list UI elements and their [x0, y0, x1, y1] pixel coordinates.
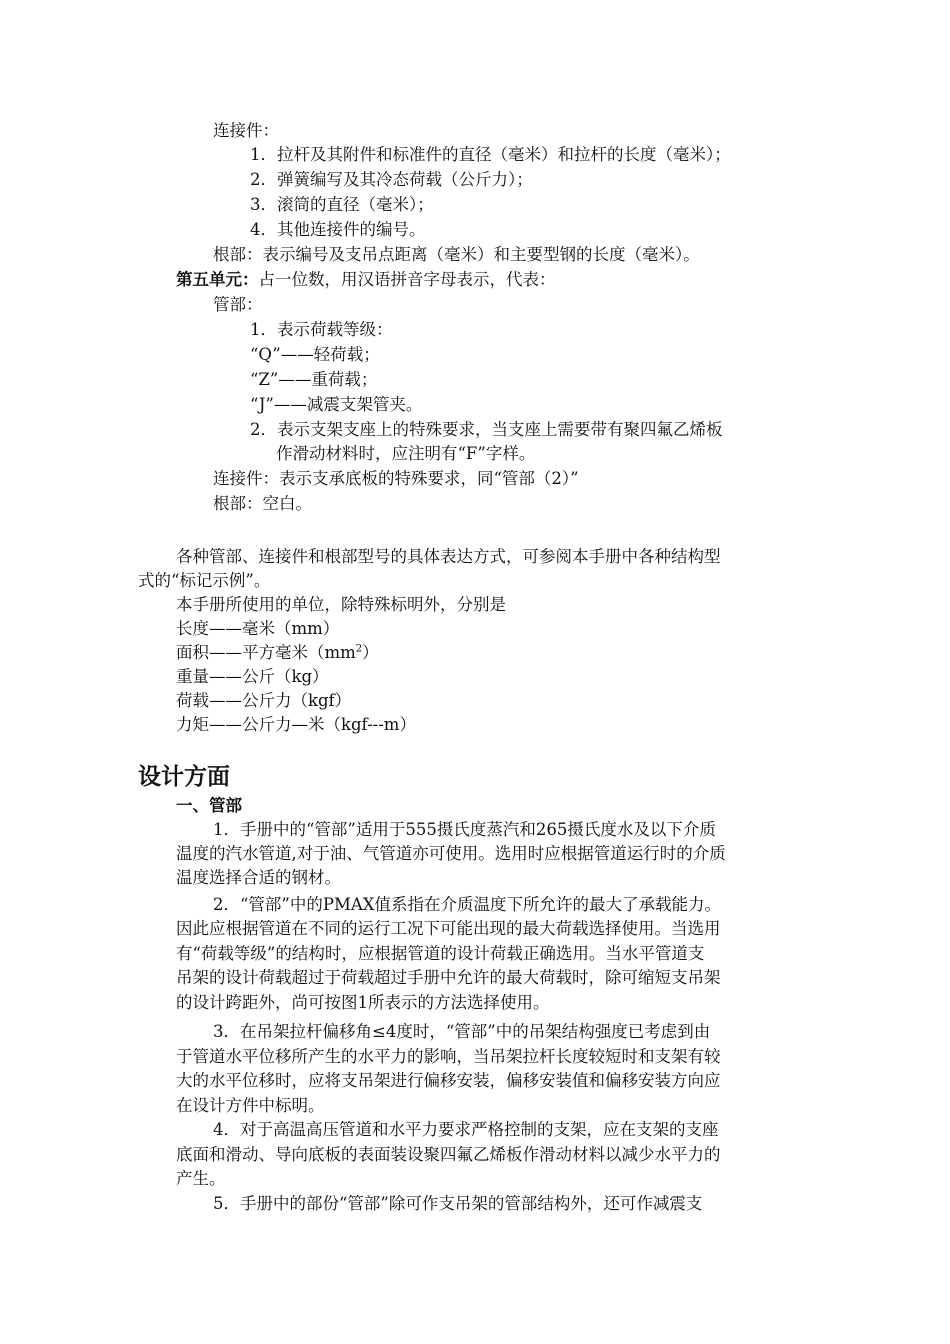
design-p2-line-4: 吊架的设计荷载超过于荷载超过手册中允许的最大荷载时，除可缩短支吊架 [176, 968, 721, 987]
unit5-root-line: 根部：空白。 [213, 494, 312, 513]
unit-area-superscript: 2 [355, 643, 363, 655]
unit5-line [176, 268, 556, 292]
unit5-item-2-line-1: 2．表示支架支座上的特殊要求，当支座上需要带有聚四氟乙烯板 [250, 420, 723, 439]
connector-item-2: 2．弹簧编写及其冷态荷载（公斤力）； [250, 170, 533, 189]
design-subheading: 一、管部 [176, 796, 242, 815]
unit5-desc: 占一位数，用汉语拼音字母表示，代表： [258, 270, 556, 289]
design-p1-line-1: 1．手册中的“管部”适用于555摄氏度蒸汽和265摄氏度水及以下介质 [213, 820, 716, 839]
design-p2-line-1: 2．“管部”中的PMAX值系指在介质温度下所允许的最大了承载能力。 [213, 895, 722, 914]
design-p3-line-1: 3．在吊架拉杆偏移角≤4度时，“管部”中的吊架结构强度已考虑到由 [213, 1022, 711, 1041]
design-p3-line-2: 于管道水平位移所产生的水平力的影响，当吊架拉杆长度较短时和支架有较 [176, 1047, 721, 1066]
design-p2-line-2: 因此应根据管道在不同的运行工况下可能出现的最大荷载选择使用。当选用 [176, 919, 721, 938]
unit5-pipe-label: 管部： [213, 295, 263, 314]
load-level-q: “Q”——轻荷载； [250, 345, 380, 364]
root-description: 根部：表示编号及支吊点距离（毫米）和主要型钢的长度（毫米）。 [213, 245, 700, 264]
unit-length: 长度——毫米（mm） [176, 619, 340, 638]
design-p1-line-3: 温度选择合适的钢材。 [176, 868, 341, 887]
design-p1-line-2: 温度的汽水管道,对于油、气管道亦可使用。选用时应根据管道运行时的介质 [176, 844, 726, 863]
connector-item-3: 3．滚筒的直径（毫米）； [250, 195, 434, 214]
design-p4-line-2: 底面和滑动、导向底板的表面装设聚四氟乙烯板作滑动材料以减少水平力的 [176, 1145, 721, 1164]
design-p5-line-1: 5．手册中的部份“管部”除可作支吊架的管部结构外，还可作减震支 [213, 1194, 703, 1213]
unit5-connector-line: 连接件：表示支承底板的特殊要求，同“管部（2）” [213, 469, 579, 488]
unit-load: 荷载——公斤力（kgf） [176, 691, 352, 710]
units-intro: 本手册所使用的单位，除特殊标明外，分别是 [176, 595, 506, 614]
connector-item-1: 1．拉杆及其附件和标准件的直径（毫米）和拉杆的长度（毫米）； [250, 145, 731, 164]
load-level-j: “J”——减震支架管夹。 [250, 395, 423, 414]
unit-area-close: ） [362, 643, 379, 662]
unit5-title: 第五单元： [176, 270, 259, 289]
load-level-z: “Z”——重荷载； [250, 370, 378, 389]
unit5-item-1: 1．表示荷载等级： [250, 320, 393, 339]
connector-item-4: 4．其他连接件的编号。 [250, 220, 426, 239]
reference-line-1: 各种管部、连接件和根部型号的具体表达方式，可参阅本手册中各种结构型 [176, 547, 721, 566]
unit-moment: 力矩——公斤力—米（kgf---m） [176, 715, 416, 734]
design-p2-line-3: 有“荷载等级”的结构时，应根据管道的设计荷载正确选用。当水平管道支 [176, 944, 705, 963]
design-p4-line-1: 4．对于高温高压管道和水平力要求严格控制的支架，应在支架的支座 [213, 1120, 719, 1139]
connector-label: 连接件： [213, 121, 279, 140]
design-p2-line-5: 的设计跨距外，尚可按图1所表示的方法选择使用。 [176, 993, 550, 1012]
design-p3-line-3: 大的水平位移时，应将支吊架进行偏移安装，偏移安装值和偏移安装方向应 [176, 1071, 721, 1090]
design-p4-line-3: 产生。 [176, 1169, 226, 1188]
unit-area [176, 641, 379, 665]
reference-line-2: 式的“标记示例”。 [138, 571, 271, 590]
unit5-item-2-line-2: 作滑动材料时，应注明有“F”字样。 [276, 444, 536, 463]
unit-weight: 重量——公斤（kg） [176, 667, 329, 686]
unit-area-text: 面积——平方毫米（mm [176, 643, 356, 662]
design-p3-line-4: 在设计方件中标明。 [176, 1096, 325, 1115]
design-heading: 设计方面 [138, 763, 230, 790]
